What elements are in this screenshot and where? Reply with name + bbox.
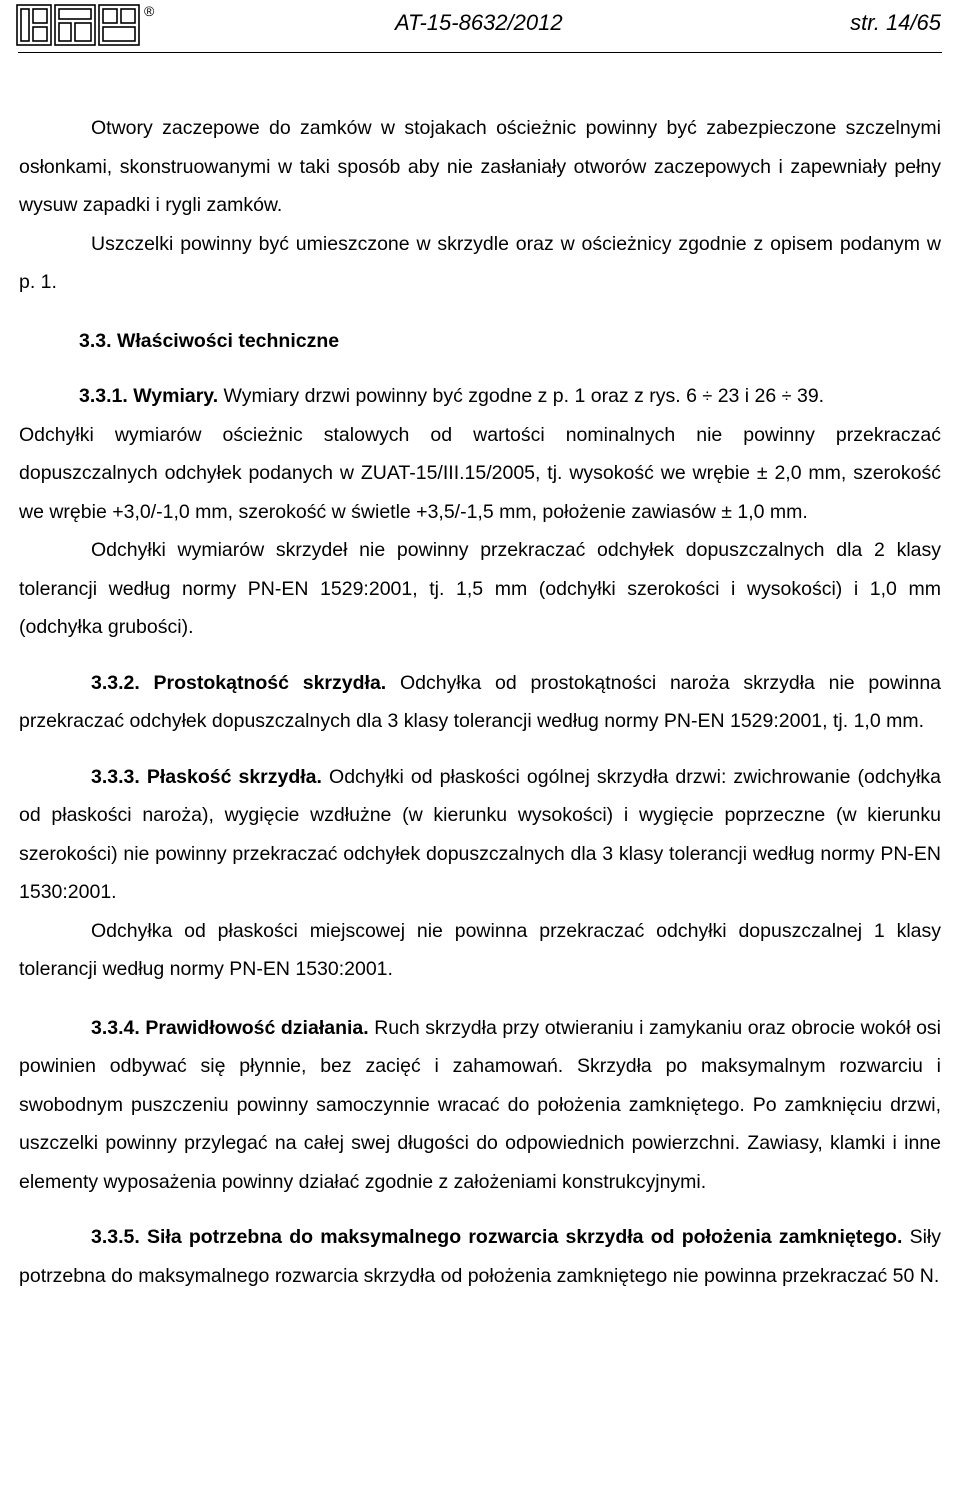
section-number: 3.3.2. Prostokątność skrzydła.	[91, 671, 387, 694]
division-sign: ÷	[781, 386, 792, 406]
header-rule	[18, 52, 942, 53]
svg-text:®: ®	[144, 3, 155, 19]
section-text: Ruch skrzydła przy otwieraniu i zamykaniu oraz obrocie wokół osi powinien odbywać się płynnie, bez zacięć i zahamowań. Skrzydła po maksymalnym rozwarciu i swobodnym puszczeniu powinny samoczynnie wracać do położenia zamkniętego. Po zamknięciu drzwi, uszczelki powinny przylegać na całej swej długości do odpowiednich powierzchni. Zawiasy, klamki i inne elementy wyposażenia powinny działać zgodnie z założeniami konstrukcyjnymi.	[19, 1016, 942, 1193]
document-body	[19, 109, 941, 1295]
section-number: 3.3.5. Siła potrzebna do maksymalnego rozwarcia skrzydła od położenia zamkniętego.	[91, 1226, 903, 1248]
section-text: Odchyłki od płaskości ogólnej skrzydła drzwi: zwichrowanie (odchyłka od płaskości naroża), wygięcie wzdłużne (w kierunku wysokości) i wygięcie poprzeczne (w kierunku szerokości) nie powinny przekraczać odchyłek dopuszczalnych dla 3 klasy tolerancji według normy PN-EN 1530:2001.	[19, 765, 941, 903]
paragraph: Odchyłki wymiarów skrzydeł nie powinny przekraczać odchyłek dopuszczalnych dla 2 klasy tolerancji według normy PN-EN 1529:2001, tj. 1,5 mm (odchyłki szerokości i wysokości) i 1,0 mm (odchyłka grubości).	[19, 539, 941, 638]
division-sign: ÷	[702, 386, 713, 406]
paragraph: Odchyłka od płaskości miejscowej nie powinna przekraczać odchyłki dopuszczalnej 1 klasy tolerancji według normy PN-EN 1530:2001.	[19, 919, 941, 980]
section-number: 3.3.3. Płaskość skrzydła.	[91, 765, 322, 788]
section-3-3-4	[19, 1009, 941, 1202]
paragraph: Odchyłki wymiarów ościeżnic stalowych od wartości nominalnych nie powinny przekraczać dopuszczalnych odchyłek podanych w ZUAT-15/III.15/2005, tj. wysokość we wrębie ± 2,0 mm, szerokość we wrębie +3,0/-1,0 mm, szerokość w świetle +3,5/-1,5 mm, położenie zawiasów ± 1,0 mm.	[19, 423, 941, 523]
paragraph: Otwory zaczepowe do zamków w stojakach ościeżnic powinny być zabezpieczone szczelnymi osłonkami, skonstruowanymi w taki sposób aby nie zasłaniały otworów zaczepowych i zapewniały pełny wysuw zapadki i rygli zamków.	[19, 117, 941, 216]
page-number: str. 14/65	[850, 10, 941, 35]
section-text: Odchyłka od prostokątności naroża skrzydła nie powinna przekraczać odchyłek dopuszczalnych dla 3 klasy tolerancji według normy PN-EN 1529:2001, tj. 1,0 mm.	[19, 671, 942, 732]
section-text: 39.	[796, 385, 825, 407]
section-3-3-5	[19, 1218, 941, 1295]
page-header	[0, 0, 960, 52]
section-3-3-3	[19, 758, 941, 912]
section-number: 3.3.1. Wymiary.	[79, 385, 219, 407]
section-3-3-2	[19, 664, 941, 741]
section-number: 3.3.4. Prawidłowość działania.	[91, 1016, 369, 1039]
section-3-3-1	[19, 377, 941, 416]
section-text: Wymiary drzwi powinny być zgodne z p. 1 oraz z rys. 6	[223, 385, 697, 407]
section-heading: 3.3. Właściwości techniczne	[79, 329, 340, 352]
section-text: 23 i 26	[717, 385, 777, 407]
itb-logo	[16, 2, 156, 48]
document-id: AT-15-8632/2012	[395, 10, 563, 35]
paragraph: Uszczelki powinny być umieszczone w skrzydle oraz w ościeżnicy zgodnie z opisem podanym w p. 1.	[19, 232, 941, 293]
section-text: Siły potrzebna do maksymalnego rozwarcia skrzydła od położenia zamkniętego nie powinna przekraczać 50 N.	[19, 1226, 942, 1287]
